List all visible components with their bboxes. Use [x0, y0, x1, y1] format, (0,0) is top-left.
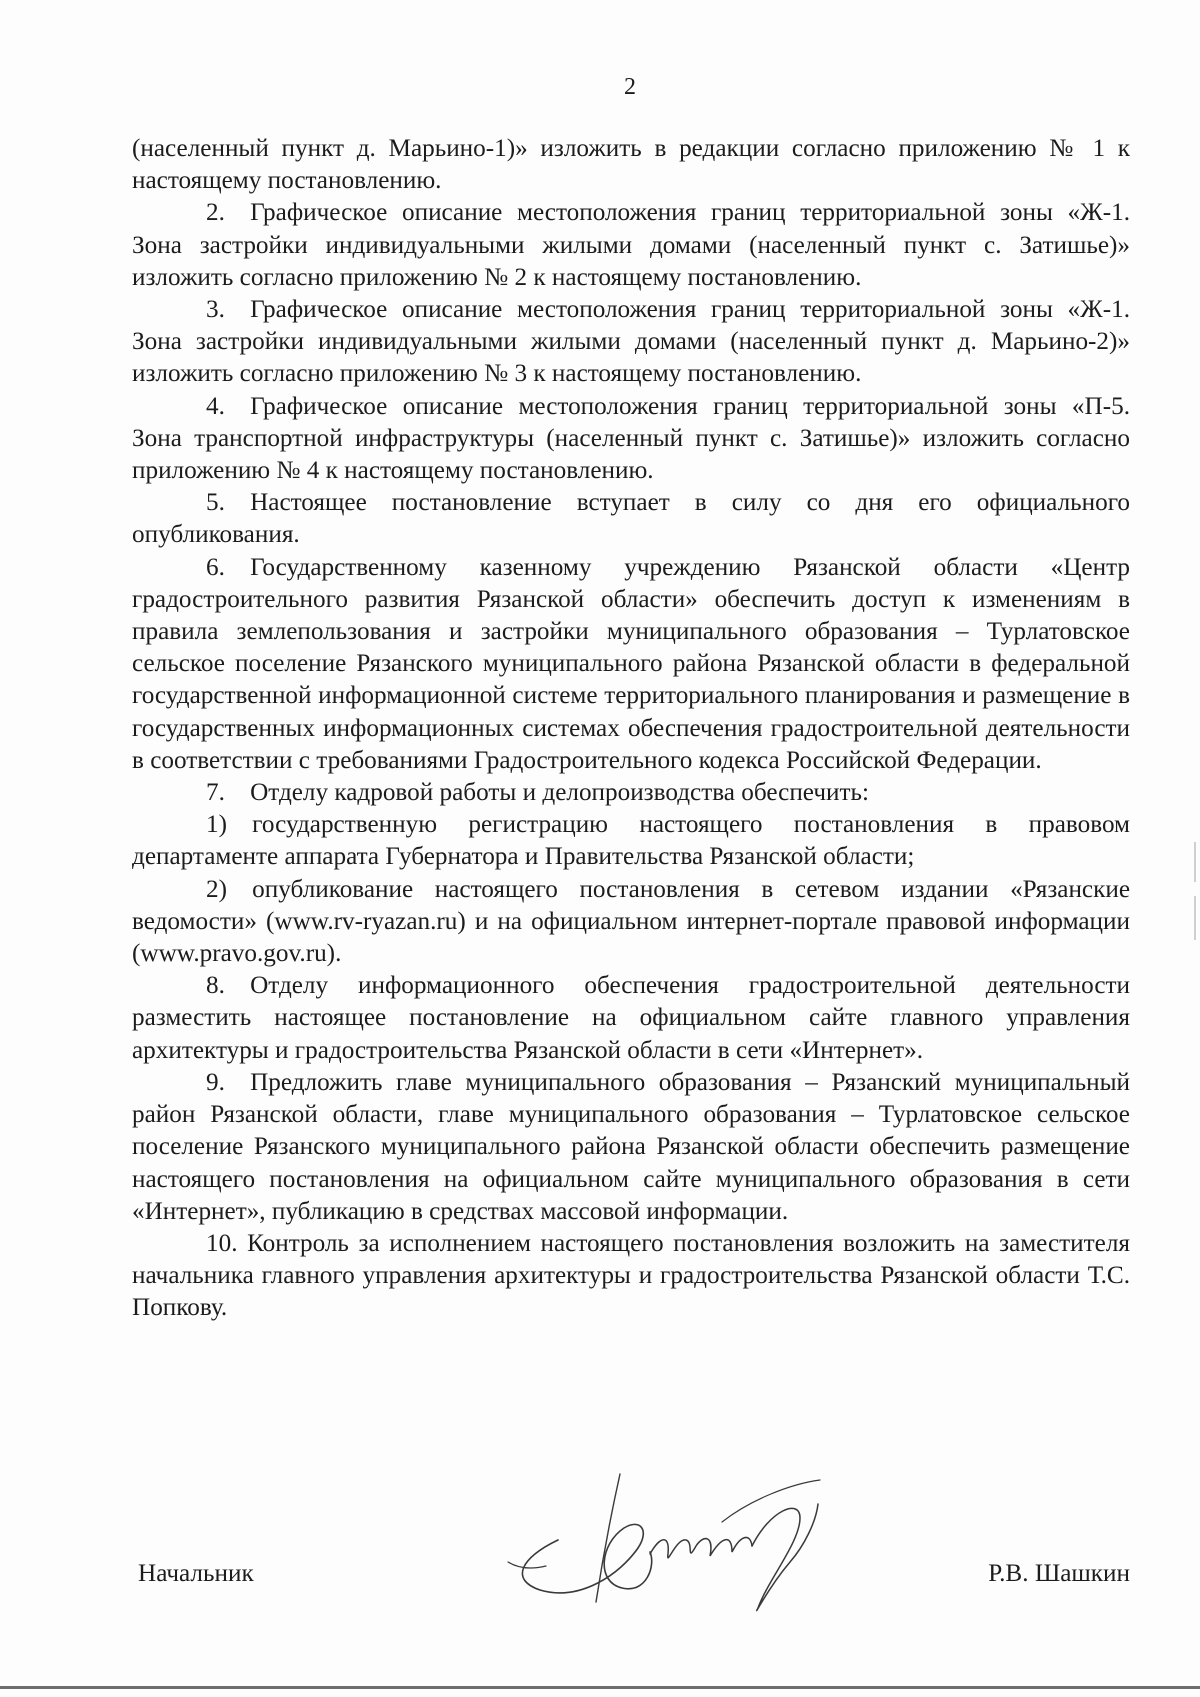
paragraph: 1) государственную регистрацию настоящего постановления в правовом департаменте аппарата Губернатора и Правительства Рязанской области;	[132, 811, 1130, 871]
handwritten-signature	[500, 1470, 860, 1620]
paragraph: 7. Отделу кадровой работы и делопроизводства обеспечить:	[206, 779, 869, 807]
paragraph: 6. Государственному казенному учреждению Рязанской области «Центр градостроительного развития Рязанской области» обеспечить доступ к изменениям в правила землепользования и застройки муниципального образования – Турлатовское сельское поселение Рязанского муниципального района Рязанской области в федеральной государственной информационной системе территориального планирования и размещение в государственных информационных системах обеспечения градостроительной деятельности в соответствии с требованиями Градостроительного кодекса Российской Федерации.	[132, 553, 1130, 774]
paragraph: 10. Контроль за исполнением настоящего постановления возложить на заместителя начальника главного управления архитектуры и градостроительства Рязанской области Т.С. Попкову.	[132, 1229, 1130, 1322]
paragraph: (населенный пункт д. Марьино-1)» изложить в редакции согласно приложению № 1 к настоящему постановлению.	[132, 135, 1130, 195]
paragraph: 3. Графическое описание местоположения границ территориальной зоны «Ж-1. Зона застройки индивидуальными жилыми домами (населенный пункт д. Марьино-2)» изложить согласно приложению № 3 к настоящему постановлению.	[132, 296, 1130, 388]
paragraph: 2. Графическое описание местоположения границ территориальной зоны «Ж-1. Зона застройки индивидуальными жилыми домами (населенный пункт с. Затишье)» изложить согласно приложению № 2 к настоящему постановлению.	[132, 199, 1130, 291]
scan-bottom-edge	[0, 1686, 1200, 1689]
signer-title: Начальник	[138, 1560, 254, 1587]
scan-margin-mark	[1194, 842, 1196, 882]
paragraph: 8. Отделу информационного обеспечения градостроительной деятельности разместить настоящее постановление на официальном сайте главного управления архитектуры и градостроительства Рязанской области в сети «Интернет».	[132, 972, 1130, 1064]
paragraph: 5. Настоящее постановление вступает в силу со дня его официального опубликования.	[132, 489, 1130, 549]
paragraph: 2) опубликование настоящего постановления в сетевом издании «Рязанские ведомости» (www.rv-ryazan.ru) и на официальном интернет-портале правовой информации (www.pravo.gov.ru).	[132, 875, 1130, 968]
scan-margin-mark	[1194, 896, 1196, 940]
signer-name: Р.В. Шашкин	[988, 1560, 1130, 1587]
document-body	[132, 133, 1130, 1325]
paragraph: 4. Графическое описание местоположения границ территориальной зоны «П-5. Зона транспортной инфраструктуры (населенный пункт с. Затишье)» изложить согласно приложению № 4 к настоящему постановлению.	[132, 392, 1130, 485]
paragraph: 9. Предложить главе муниципального образования – Рязанский муниципальный район Рязанской области, главе муниципального образования – Турлатовское сельское поселение Рязанского муниципального района Рязанской области обеспечить размещение настоящего постановления на официальном сайте муниципального образования в сети «Интернет», публикацию в средствах массовой информации.	[132, 1068, 1130, 1225]
page-number: 2	[624, 74, 636, 100]
